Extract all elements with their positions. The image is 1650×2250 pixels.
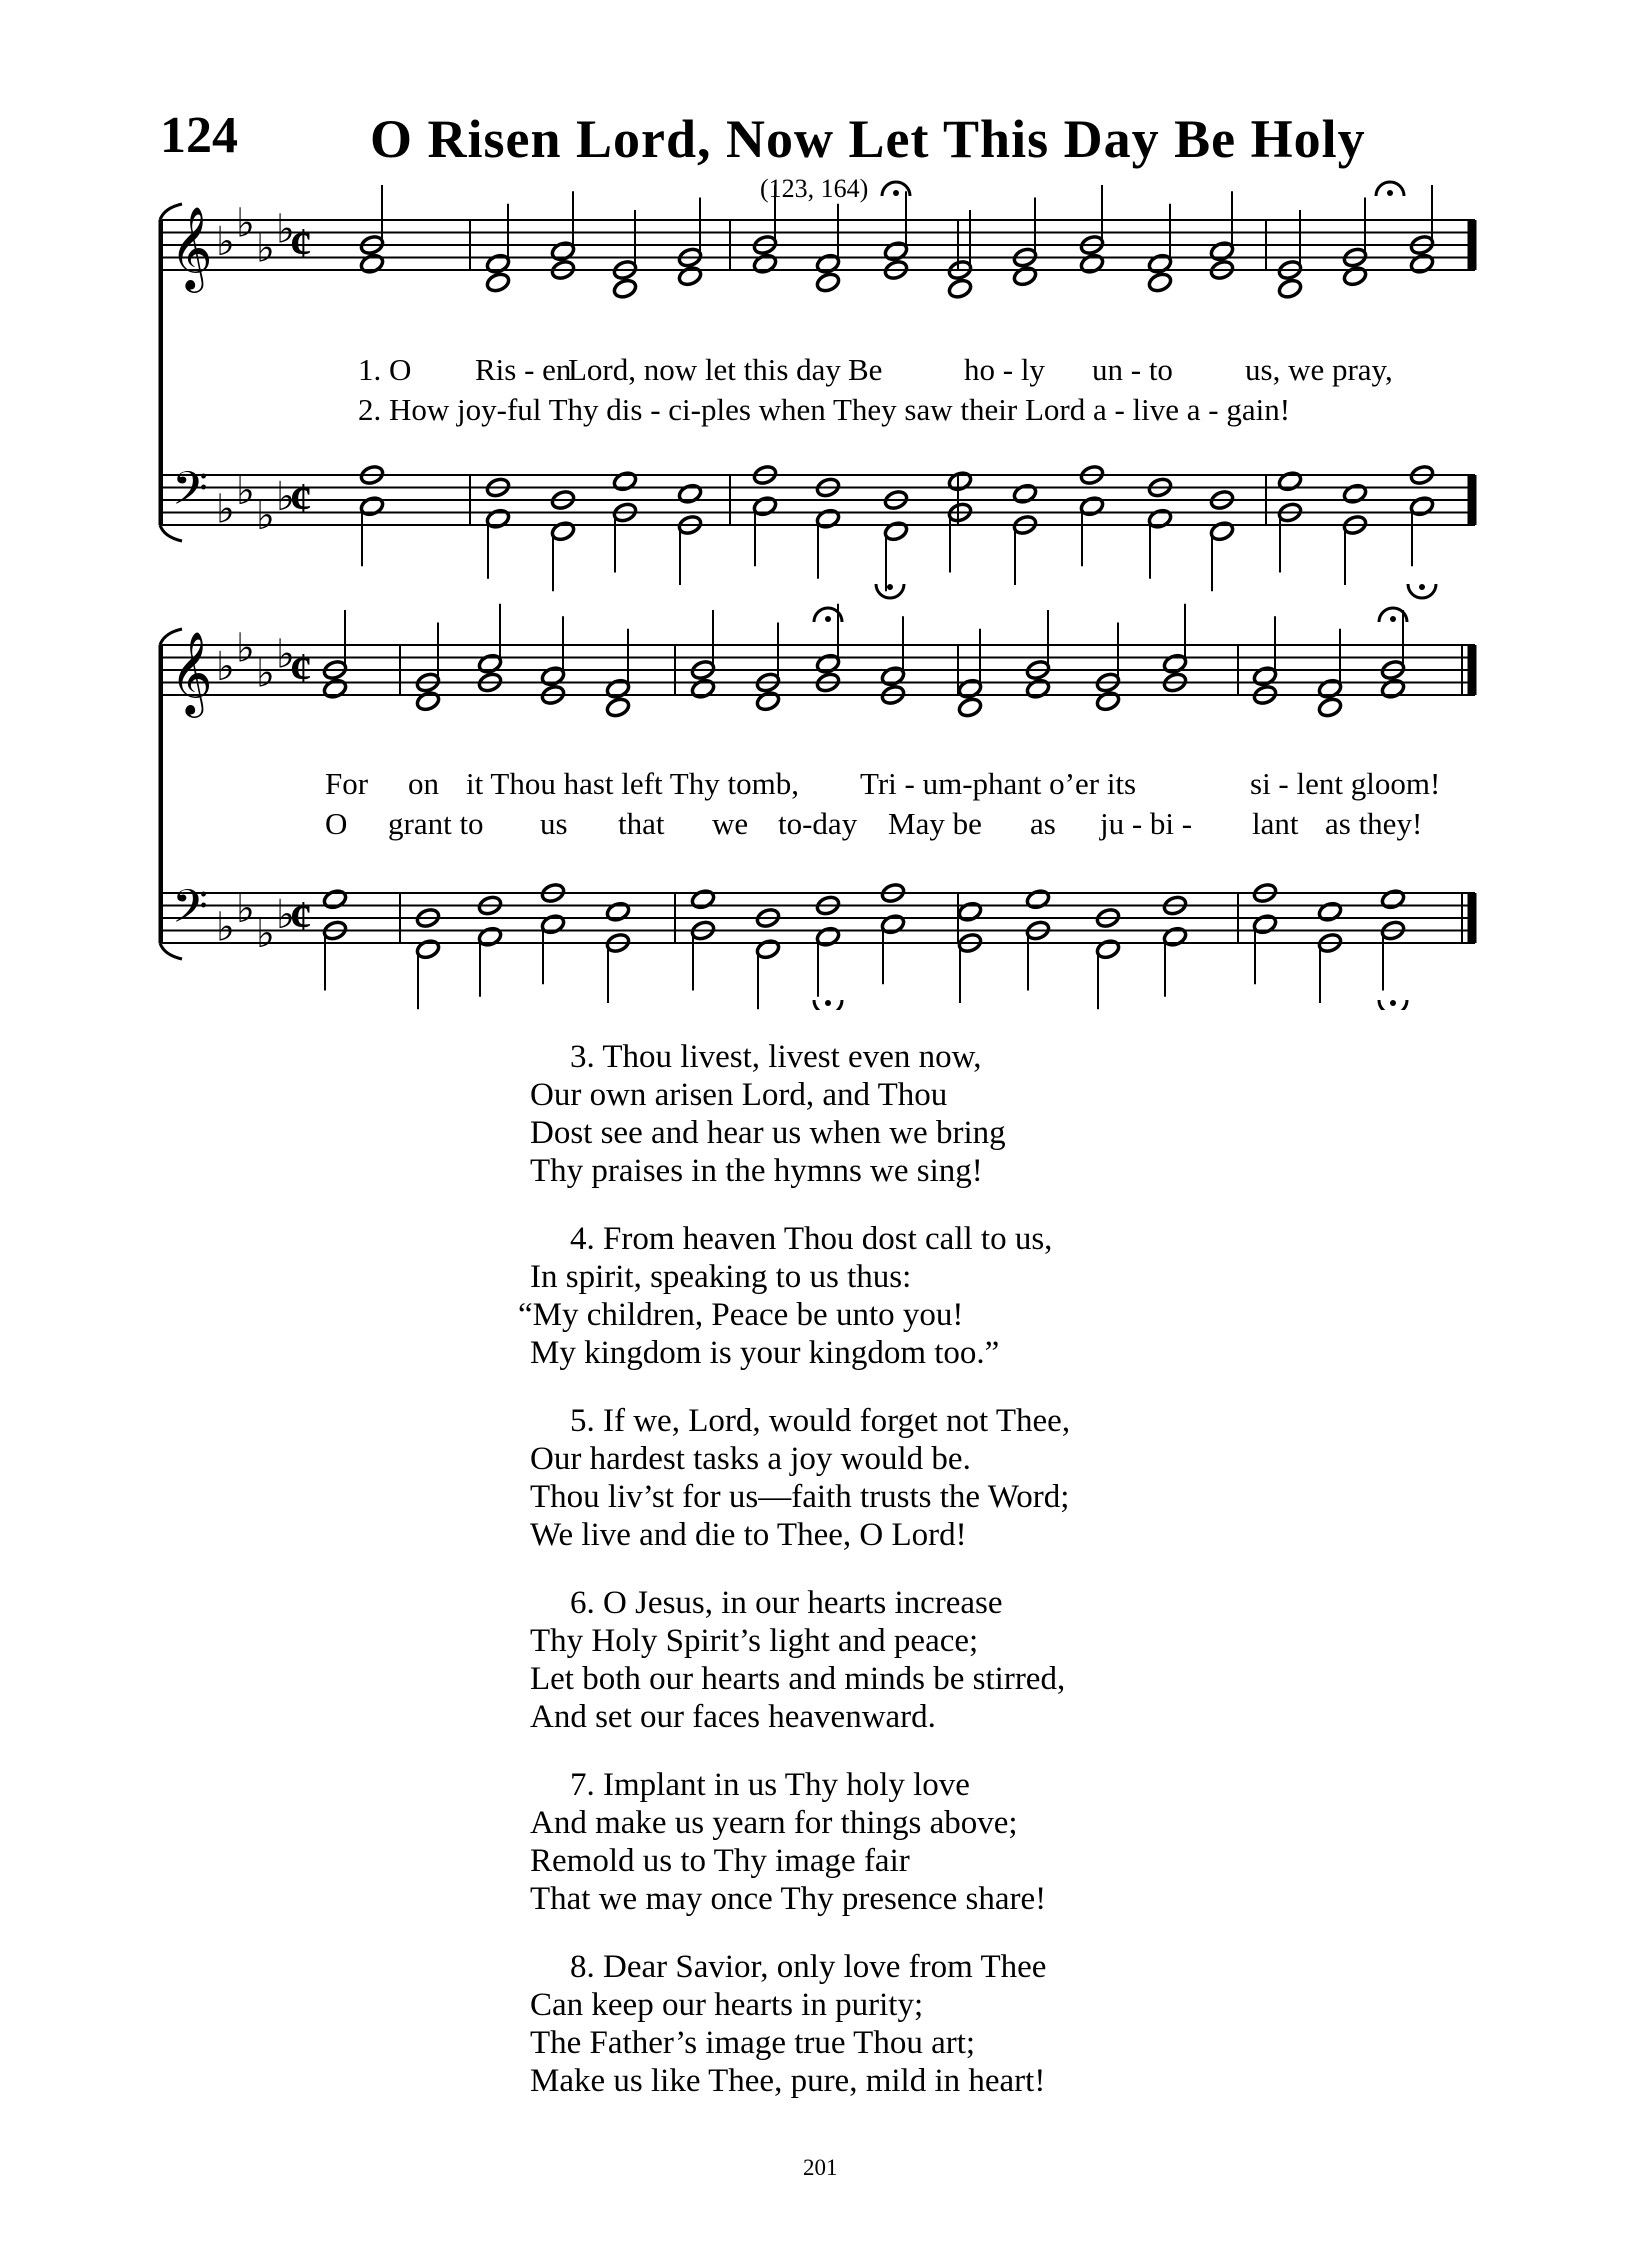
- lyric-syllable: Tri - um-phant o’er its: [860, 766, 1137, 801]
- flat-icon: ♭: [276, 892, 295, 938]
- half-note: [947, 470, 973, 492]
- verse-line: Thou liv’st for us—faith trusts the Word;: [530, 1479, 1070, 1515]
- fermata-icon: [893, 190, 899, 196]
- half-note: [612, 470, 638, 492]
- lyric-syllable: Lord, now let this day: [568, 352, 841, 387]
- half-note: [690, 888, 716, 910]
- half-note: [815, 271, 841, 293]
- verse-line: 4. From heaven Thou dost call to us,: [570, 1221, 1053, 1257]
- page-number: 201: [803, 2155, 838, 2180]
- hymn-number: 124: [160, 107, 238, 164]
- verse-line: Can keep our hearts in purity;: [530, 1987, 924, 2023]
- lyric-syllable: to-day: [778, 806, 858, 841]
- half-note: [1380, 678, 1406, 700]
- lyric-syllable: O: [325, 806, 348, 841]
- half-note: [415, 690, 441, 712]
- flat-icon: ♭: [236, 885, 255, 932]
- flat-icon: ♭: [216, 486, 235, 533]
- lyric-syllable: grant to: [388, 806, 484, 841]
- treble-clef-icon: 𝄞: [170, 205, 213, 289]
- treble-clef-icon: 𝄞: [170, 630, 213, 714]
- half-note: [1095, 690, 1121, 712]
- fermata-icon: [825, 1000, 831, 1006]
- half-note: [1012, 483, 1038, 505]
- fermata-icon: [1390, 1000, 1396, 1006]
- stanza-3: [530, 1038, 1070, 1190]
- fermata-icon: [1390, 616, 1396, 622]
- fermata-icon: [1419, 584, 1425, 590]
- verse-line: The Father’s image true Thou art;: [530, 2025, 976, 2061]
- stanza-8: [530, 1948, 1070, 2100]
- flat-icon: ♭: [276, 206, 295, 253]
- system-bracket: [160, 943, 182, 959]
- half-note: [1409, 253, 1435, 275]
- verse-line: Our hardest tasks a joy would be.: [530, 1441, 971, 1477]
- half-note: [957, 901, 983, 923]
- system-bracket: [160, 525, 182, 541]
- half-note: [1277, 470, 1303, 492]
- verse-line: We live and die to Thee, O Lord!: [530, 1517, 967, 1553]
- flat-icon: ♭: [236, 467, 255, 514]
- verse-line: And set our faces heavenward.: [530, 1699, 936, 1735]
- cut-time-icon: ¢: [290, 219, 312, 268]
- half-note: [322, 888, 348, 910]
- verse-line: Thy Holy Spirit’s light and peace;: [530, 1623, 979, 1659]
- stanza-7: [530, 1766, 1070, 1918]
- verse-line: And make us yearn for things above;: [530, 1805, 1018, 1841]
- half-note: [755, 690, 781, 712]
- verse-line: Let both our hearts and minds be stirred,: [530, 1661, 1066, 1697]
- lyric-syllable: May be: [888, 806, 982, 841]
- stanza-5: [530, 1402, 1070, 1554]
- cut-time-icon: ¢: [290, 644, 312, 693]
- cut-time-icon: ¢: [290, 474, 312, 523]
- lyric-syllable: on: [408, 766, 439, 801]
- lyric-syllable: as they!: [1325, 806, 1423, 841]
- half-note: [485, 271, 511, 293]
- flat-icon: ♭: [216, 219, 235, 265]
- lyric-syllable: ho - ly: [964, 352, 1045, 387]
- half-note: [1317, 696, 1343, 718]
- flat-icon: ♭: [276, 474, 295, 520]
- lyric-syllable: as: [1030, 806, 1056, 841]
- flat-icon: ♭: [276, 631, 295, 678]
- hymn-title: O Risen Lord, Now Let This Day Be Holy: [370, 109, 1366, 169]
- lyric-syllable: si - lent gloom!: [1250, 766, 1441, 801]
- half-note: [1079, 253, 1105, 275]
- flat-icon: ♭: [256, 225, 275, 272]
- verse-line: 3. Thou livest, livest even now,: [570, 1039, 982, 1075]
- fermata-icon: [825, 616, 831, 622]
- verse-line: Dost see and hear us when we bring: [530, 1115, 1006, 1151]
- half-note: [957, 696, 983, 718]
- half-note: [947, 278, 973, 300]
- lyric-syllable: us: [540, 806, 568, 841]
- lyric-syllable: Be: [848, 352, 883, 387]
- half-note: [1277, 278, 1303, 300]
- half-note: [690, 678, 716, 700]
- flat-icon: ♭: [236, 200, 255, 247]
- lyric-syllable: un - to: [1092, 352, 1173, 387]
- lyric-line: 2. How joy-ful Thy dis - ci-ples when They saw their Lord a - live a - gain!: [358, 392, 1291, 427]
- half-note: [359, 253, 385, 275]
- verse-line: 8. Dear Savior, only love from Thee: [570, 1949, 1047, 1985]
- half-note: [1342, 483, 1368, 505]
- lyric-syllable: we: [712, 806, 749, 841]
- verse-line: “My children, Peace be unto you!: [518, 1297, 964, 1333]
- half-note: [1025, 888, 1051, 910]
- verse-line: In spirit, speaking to us thus:: [530, 1259, 912, 1295]
- bass-clef-icon: 𝄢: [172, 880, 209, 945]
- tune-references: (123, 164): [760, 174, 869, 203]
- verse-line: 6. O Jesus, in our hearts increase: [570, 1585, 1003, 1621]
- additional-verses: [518, 1038, 1071, 2130]
- half-note: [322, 678, 348, 700]
- lyric-syllable: 1. O: [358, 352, 412, 387]
- stanza-6: [530, 1584, 1070, 1736]
- lyric-syllable: For: [325, 766, 369, 801]
- half-note: [677, 265, 703, 287]
- bass-clef-icon: 𝄢: [172, 462, 209, 527]
- lyric-syllable: Ris - en: [475, 352, 572, 387]
- half-note: [605, 696, 631, 718]
- verse-line: Our own arisen Lord, and Thou: [530, 1077, 948, 1113]
- verse-line: 7. Implant in us Thy holy love: [570, 1767, 970, 1803]
- half-note: [1317, 901, 1343, 923]
- half-note: [612, 278, 638, 300]
- lyric-syllable: it Thou hast left Thy tomb,: [466, 766, 799, 801]
- fermata-icon: [1387, 190, 1393, 196]
- half-note: [1342, 265, 1368, 287]
- flat-icon: ♭: [256, 492, 275, 539]
- lyric-syllable: lant: [1252, 806, 1299, 841]
- verse-line: That we may once Thy presence share!: [530, 1881, 1047, 1917]
- stanza-4: [518, 1220, 1070, 1372]
- half-note: [1025, 678, 1051, 700]
- half-note: [677, 483, 703, 505]
- verse-line: Make us like Thee, pure, mild in heart!: [530, 2063, 1046, 2099]
- flat-icon: ♭: [236, 625, 255, 672]
- half-note: [605, 901, 631, 923]
- half-note: [1147, 271, 1173, 293]
- flat-icon: ♭: [256, 910, 275, 957]
- flat-icon: ♭: [216, 644, 235, 690]
- lyric-syllable: us, we pray,: [1245, 352, 1393, 387]
- flat-icon: ♭: [256, 650, 275, 697]
- verse-line: My kingdom is your kingdom too.”: [530, 1335, 1000, 1371]
- verse-line: Remold us to Thy image fair: [530, 1843, 910, 1879]
- verse-line: 5. If we, Lord, would forget not Thee,: [570, 1403, 1071, 1439]
- sheet-music: [0, 0, 1650, 1010]
- flat-icon: ♭: [216, 904, 235, 951]
- verse-line: Thy praises in the hymns we sing!: [530, 1153, 983, 1189]
- lyric-syllable: that: [618, 806, 665, 841]
- fermata-icon: [887, 584, 893, 590]
- half-note: [1012, 265, 1038, 287]
- lyric-syllable: ju - bi -: [1100, 806, 1193, 841]
- half-note: [752, 253, 778, 275]
- cut-time-icon: ¢: [290, 892, 312, 941]
- half-note: [1380, 888, 1406, 910]
